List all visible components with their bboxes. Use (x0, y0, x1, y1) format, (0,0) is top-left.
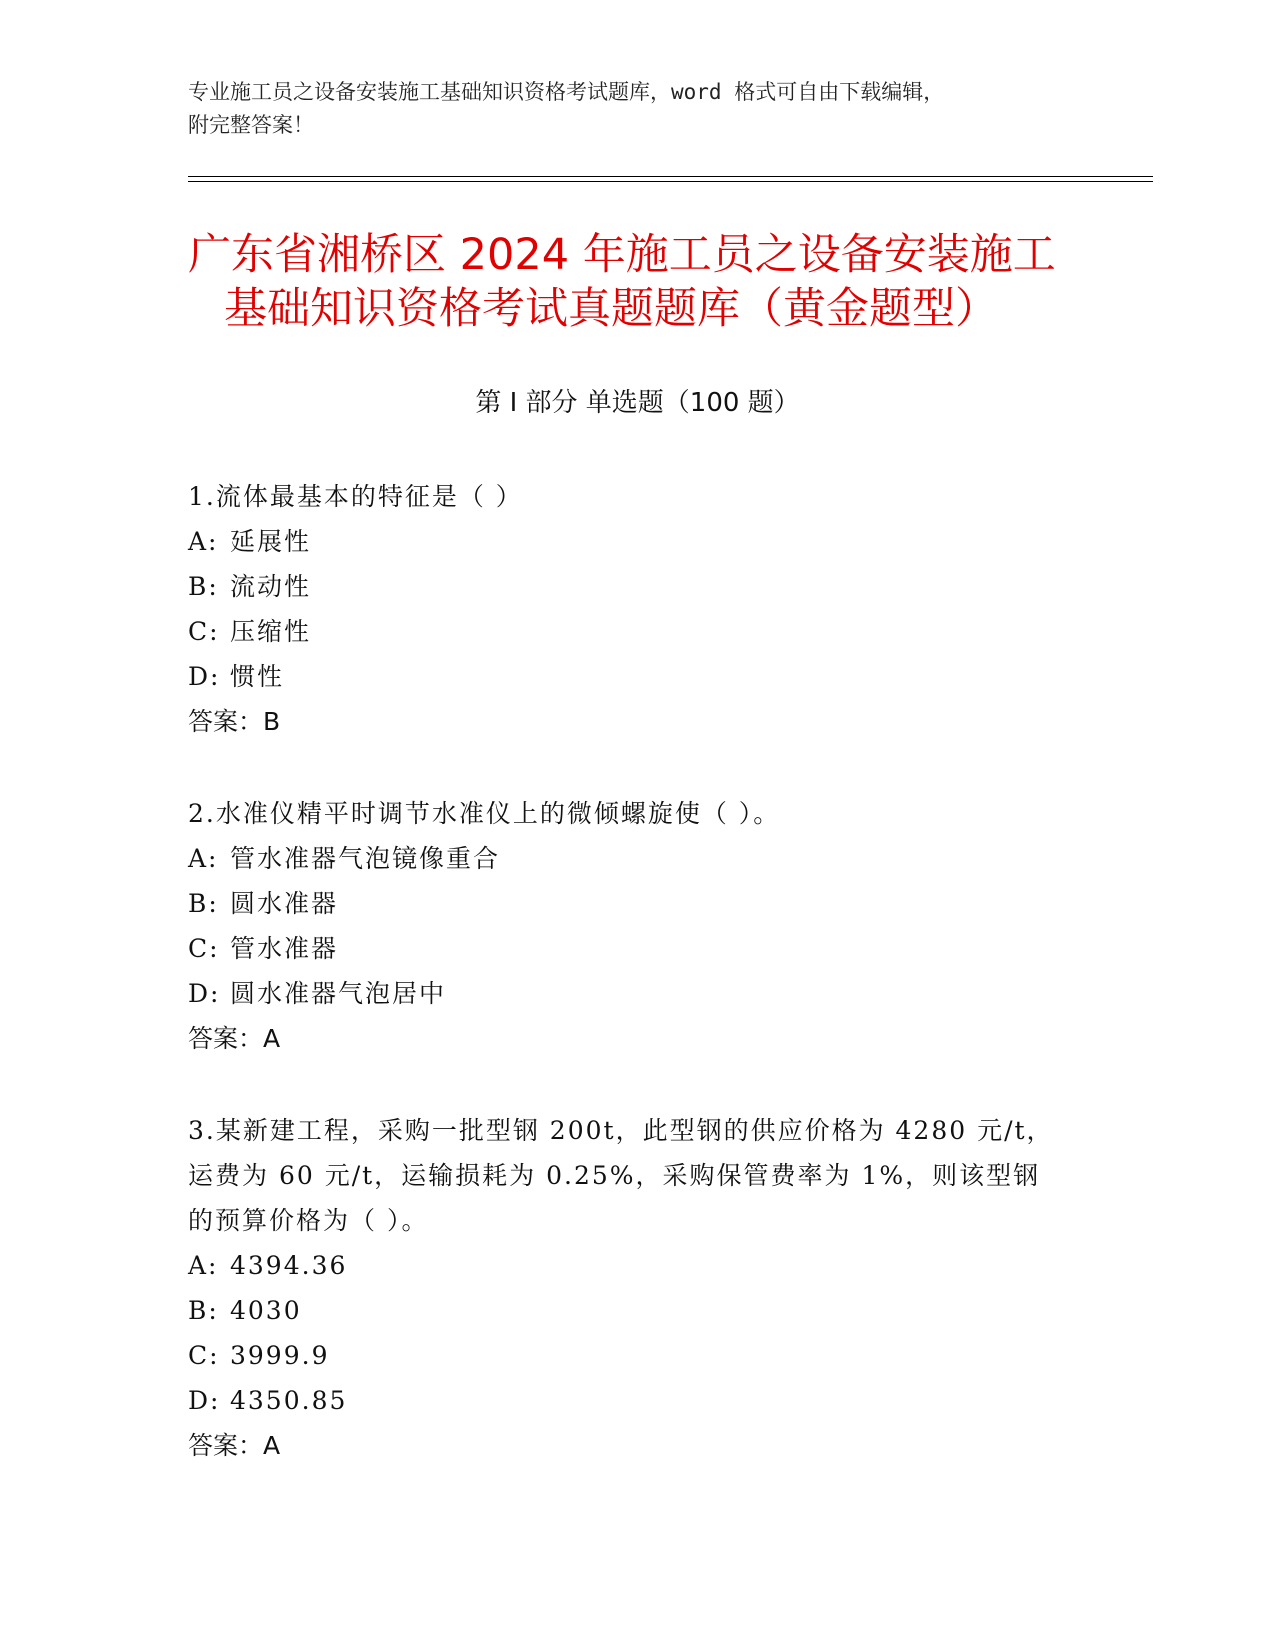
option-a (188, 1243, 1088, 1288)
option-d (188, 1378, 1088, 1423)
option-label: D: (188, 662, 221, 691)
question-3 (188, 1108, 1088, 1468)
option-text: 管水准器 (230, 934, 339, 963)
option-c (188, 1333, 1088, 1378)
option-a (188, 519, 1088, 564)
option-d (188, 654, 1088, 699)
section-title: 第 I 部分 单选题（100 题） (475, 388, 800, 418)
option-c (188, 926, 1088, 971)
document-title-line2: 基础知识资格考试真题题库（黄金题型） (224, 284, 998, 334)
option-d (188, 971, 1088, 1016)
option-a (188, 836, 1088, 881)
option-text: 压缩性 (230, 617, 312, 646)
answer: 答案：A (188, 1024, 281, 1053)
option-text: 圆水准器气泡居中 (230, 979, 447, 1008)
option-label: D: (188, 979, 221, 1008)
question-1 (188, 474, 1088, 744)
option-text: 惯性 (230, 662, 285, 691)
option-b (188, 1288, 1088, 1333)
header-divider-top (188, 176, 1153, 177)
document-title-line1: 广东省湘桥区 2024 年施工员之设备安装施工 (188, 230, 1056, 280)
option-b (188, 881, 1088, 926)
question-text-line2: 运费为 60 元/t，运输损耗为 0.25%，采购保管费率为 1%，则该型钢 (188, 1161, 1041, 1190)
option-text: 3999.9 (230, 1341, 330, 1370)
option-label: A: (188, 527, 219, 556)
option-label: B: (188, 889, 219, 918)
option-text: 圆水准器 (230, 889, 339, 918)
option-text: 流动性 (230, 572, 312, 601)
option-b (188, 564, 1088, 609)
header-note (188, 76, 1068, 142)
option-label: B: (188, 572, 219, 601)
option-text: 4394.36 (230, 1251, 348, 1280)
option-label: A: (188, 1251, 219, 1280)
question-text-line3: 的预算价格为（ ）。 (188, 1206, 429, 1235)
option-label: C: (188, 934, 220, 963)
option-label: B: (188, 1296, 219, 1325)
question-2 (188, 791, 1088, 1061)
question-text: 1.流体最基本的特征是（ ） (188, 482, 523, 511)
header-divider-bottom (188, 181, 1153, 182)
answer: 答案：A (188, 1431, 281, 1460)
option-text: 延展性 (230, 527, 312, 556)
document-title (188, 228, 1088, 336)
option-c (188, 609, 1088, 654)
option-label: C: (188, 1341, 220, 1370)
answer: 答案：B (188, 707, 281, 736)
option-label: D: (188, 1386, 221, 1415)
question-list (188, 474, 1088, 1515)
question-text: 2.水准仪精平时调节水准仪上的微倾螺旋使（ ）。 (188, 799, 781, 828)
question-text-line1: 3.某新建工程，采购一批型钢 200t，此型钢的供应价格为 4280 元/t， (188, 1116, 1054, 1145)
option-label: A: (188, 844, 219, 873)
header-note-line1: 专业施工员之设备安装施工基础知识资格考试题库，word 格式可自由下载编辑， (188, 80, 945, 104)
option-text: 4030 (230, 1296, 302, 1325)
header-note-line2: 附完整答案！ (188, 113, 314, 137)
option-label: C: (188, 617, 220, 646)
option-text: 4350.85 (230, 1386, 348, 1415)
option-text: 管水准器气泡镜像重合 (230, 844, 501, 873)
